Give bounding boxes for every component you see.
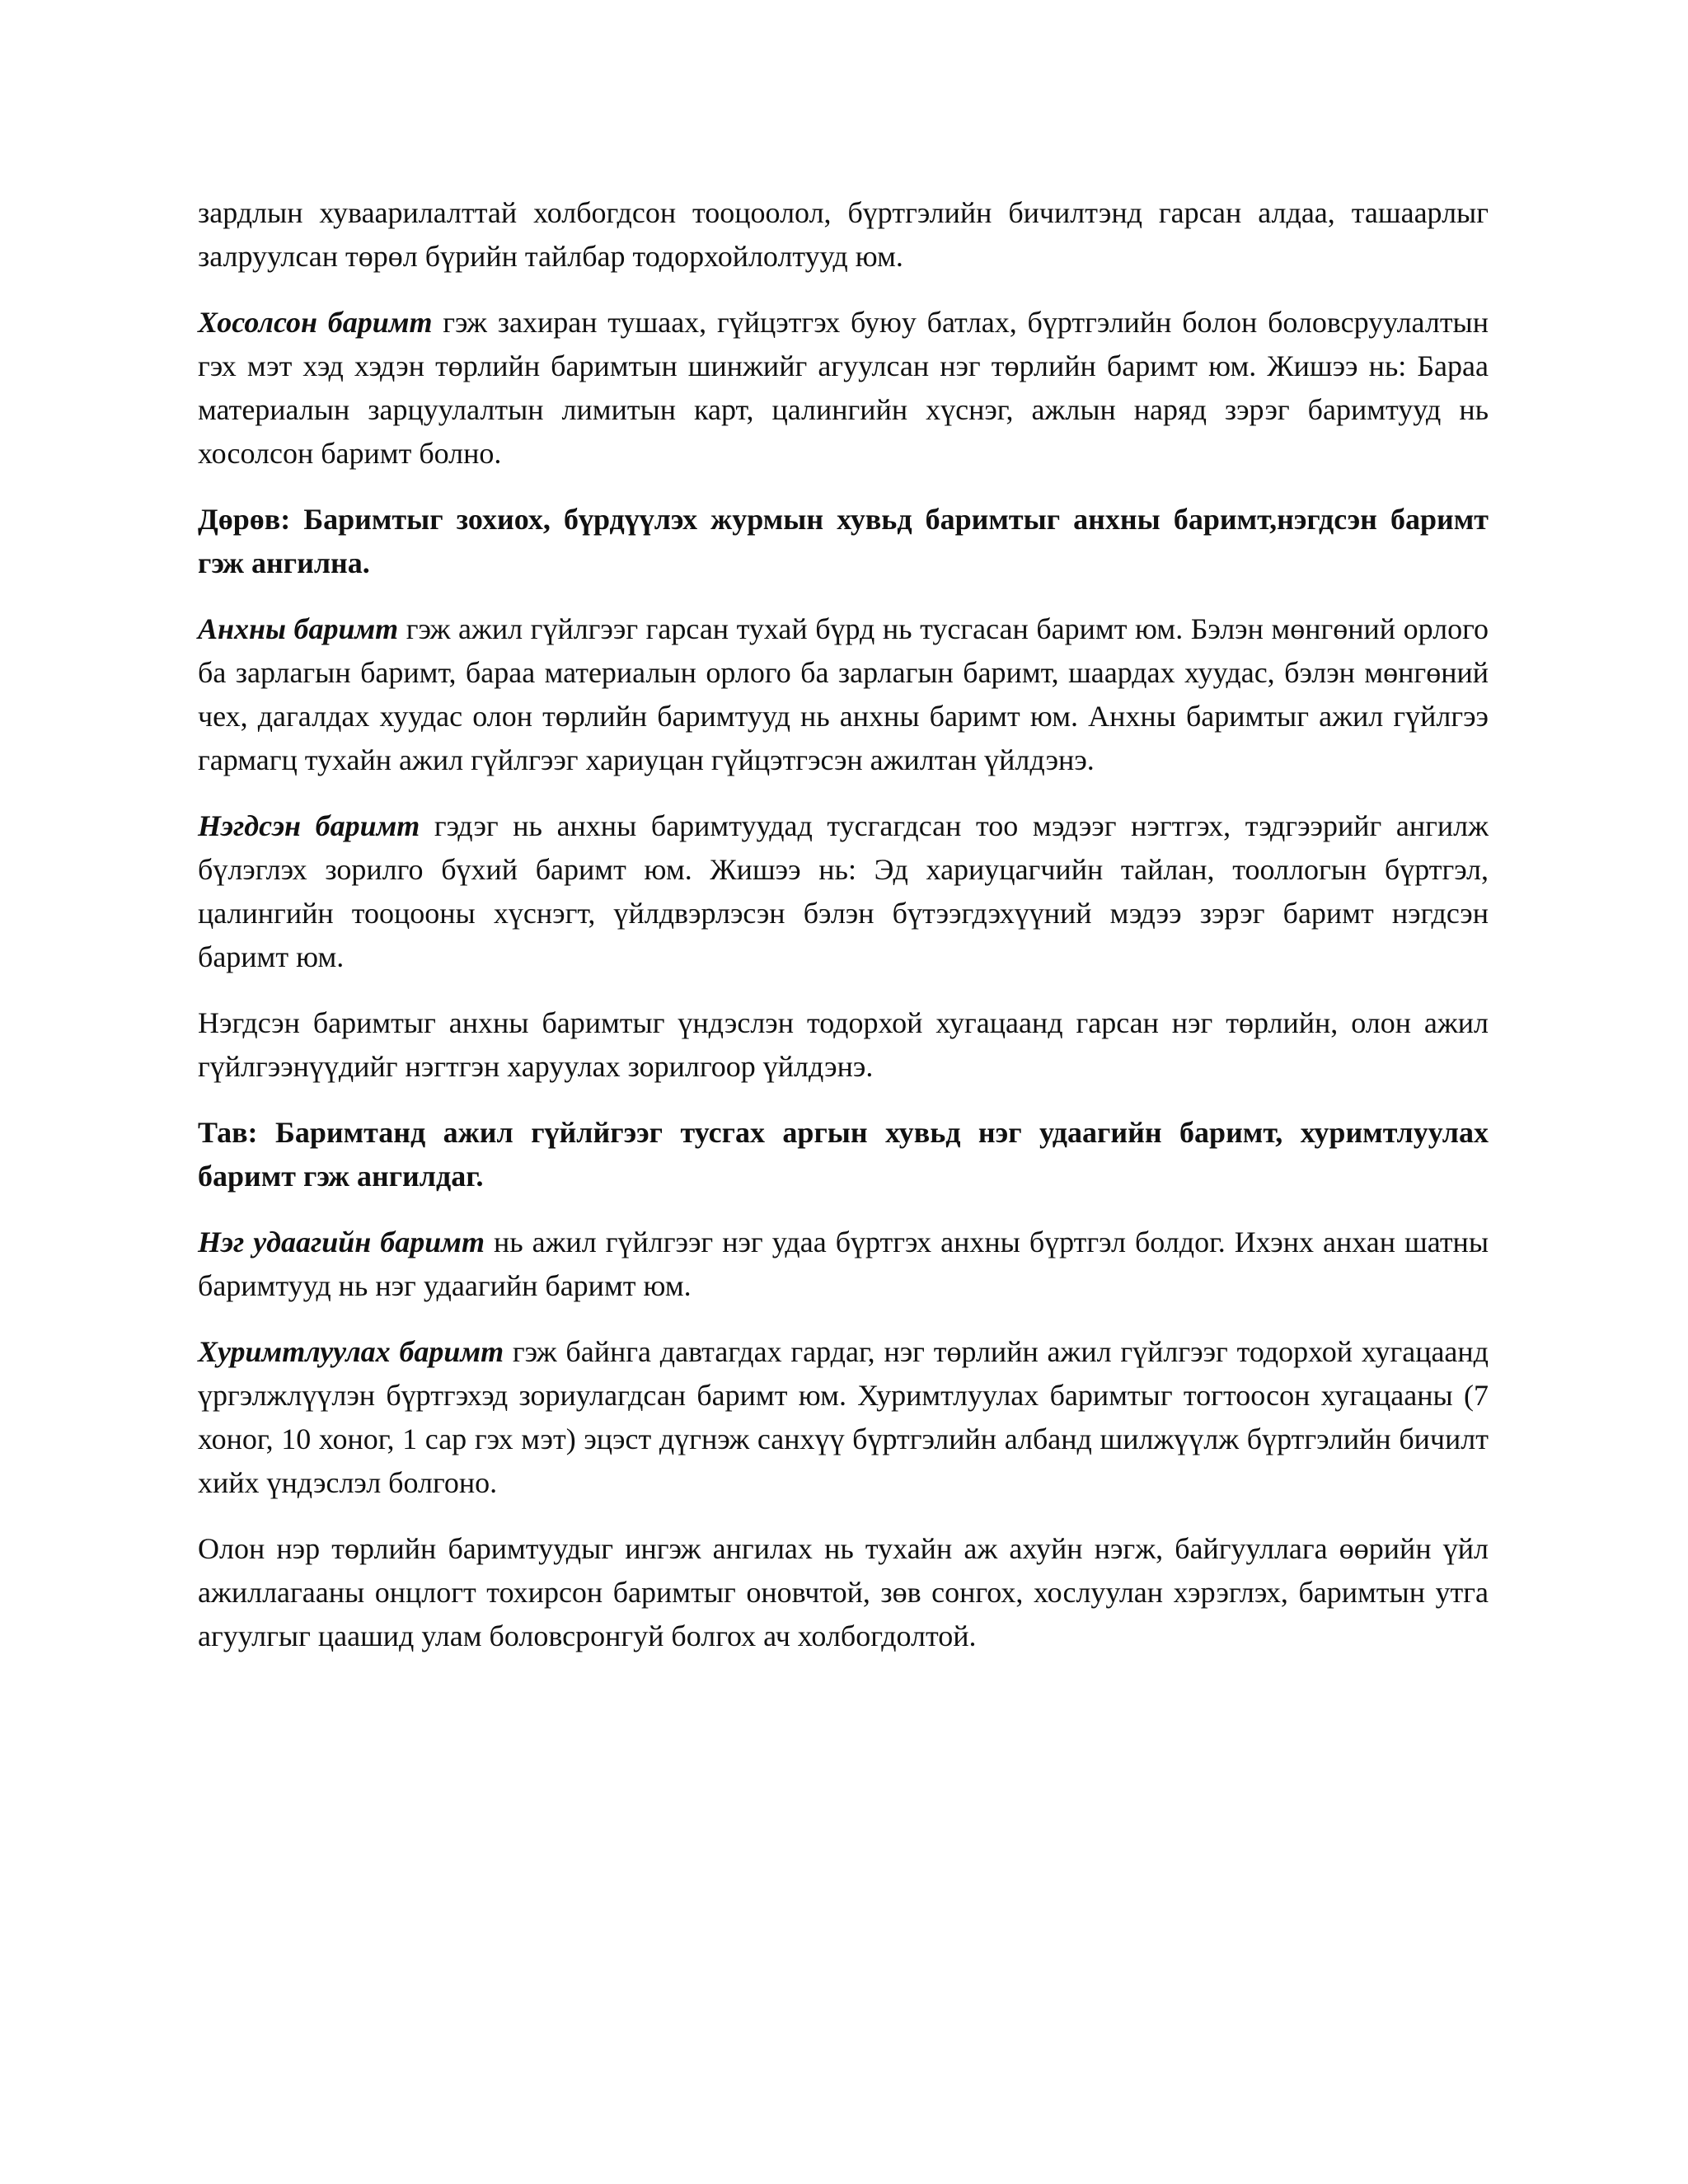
paragraph-text: гэж байнга давтагдах гардаг, нэг төрлийн ажил гүйлгээг тодорхой хугацаанд үргэлжлүүлэн бүртгэхэд зориулагдсан баримт юм. Хуримтлуулах баримтыг тогтоосон хугацааны (7 хоног, 10 хоног, 1 сар гэх мэт) эцэст дүгнэж санхүү бүртгэлийн албанд шилжүүлж бүртгэлийн бичилт хийх үндэслэл болгоно.	[198, 1335, 1489, 1499]
paragraph-text: гэдэг нь анхны баримтуудад тусгагдсан тоо мэдээг нэгтгэх, тэдгээрийг ангилж бүлэглэх зорилго бүхий баримт юм. Жишээ нь: Эд хариуцагчийн тайлан, тооллогын бүртгэл, цалингийн тооцооны хүснэгт, үйлдвэрлэсэн бэлэн бүтээгдэхүүний мэдээ зэрэг баримт нэгдсэн баримт юм.	[198, 809, 1489, 973]
paragraph-text: Тав: Баримтанд ажил гүйлйгээг тусгах аргын хувьд нэг удаагийн баримт, хуримтлуулах баримт гэж ангилдаг.	[198, 1116, 1489, 1193]
paragraph-text: зардлын хуваарилалттай холбогдсон тооцоолол, бүртгэлийн бичилтэнд гарсан алдаа, ташаарлыг залруулсан төрөл бүрийн тайлбар тодорхойлолтууд юм.	[198, 196, 1489, 273]
paragraph-conclusion	[198, 1527, 1489, 1658]
paragraph-term: Нэг удаагийн баримт	[198, 1226, 485, 1258]
paragraph-term: Хуримтлуулах баримт	[198, 1335, 504, 1368]
paragraph-text: гэж ажил гүйлгээг гарсан тухай бүрд нь тусгасан баримт юм. Бэлэн мөнгөний орлого ба зарлагын баримт, бараа материалын орлого ба зарлагын баримт, шаардах хуудас, бэлэн мөнгөний чех, дагалдах хуудас олон төрлийн баримтууд нь анхны баримт юм. Анхны баримтыг ажил гүйлгээ гармагц тухайн ажил гүйлгээг хариуцан гүйцэтгэсэн ажилтан үйлдэнэ.	[198, 612, 1489, 776]
paragraph-text: гэж захиран тушаах, гүйцэтгэх буюу батлах, бүртгэлийн болон боловсруулалтын гэх мэт хэд хэдэн төрлийн баримтын шинжийг агуулсан нэг төрлийн баримт юм. Жишээ нь: Бараа материалын зарцуулалтын лимитын карт, цалингийн хүснэг, ажлын наряд зэрэг баримтууд нь хосолсон баримт болно.	[198, 306, 1489, 470]
paragraph-text: нь ажил гүйлгээг нэг удаа бүртгэх анхны бүртгэл болдог. Ихэнх анхан шатны баримтууд нь нэг удаагийн баримт юм.	[198, 1226, 1489, 1302]
paragraph-consolidated-document	[198, 804, 1489, 979]
document-page	[198, 191, 1489, 1680]
paragraph-primary-document	[198, 607, 1489, 782]
paragraph-text: Нэгдсэн баримтыг анхны баримтыг үндэслэн тодорхой хугацаанд гарсан нэг төрлийн, олон ажил гүйлгээнүүдийг нэгтгэн харуулах зорилгоор үйлдэнэ.	[198, 1006, 1489, 1083]
paragraph-cumulative-document	[198, 1330, 1489, 1505]
heading-section-four	[198, 498, 1489, 585]
paragraph-consolidated-purpose	[198, 1001, 1489, 1089]
paragraph-term: Нэгдсэн баримт	[198, 809, 420, 842]
paragraph-text: Дөрөв: Баримтыг зохиох, бүрдүүлэх журмын хувьд баримтыг анхны баримт,нэгдсэн баримт гэж ангилна.	[198, 503, 1489, 579]
paragraph-text: Олон нэр төрлийн баримтуудыг ингэж ангилах нь тухайн аж ахуйн нэгж, байгууллага өөрийн үйл ажиллагааны онцлогт тохирсон баримтыг оновчтой, зөв сонгох, хослуулан хэрэглэх, баримтын утга агуулгыг цаашид улам боловсронгуй болгох ач холбогдолтой.	[198, 1532, 1489, 1652]
paragraph-term: Анхны баримт	[198, 612, 399, 645]
paragraph-expense-allocation	[198, 191, 1489, 279]
paragraph-one-time-document	[198, 1221, 1489, 1308]
paragraph-combined-document	[198, 301, 1489, 476]
paragraph-term: Хосолсон баримт	[198, 306, 433, 339]
heading-section-five	[198, 1111, 1489, 1198]
